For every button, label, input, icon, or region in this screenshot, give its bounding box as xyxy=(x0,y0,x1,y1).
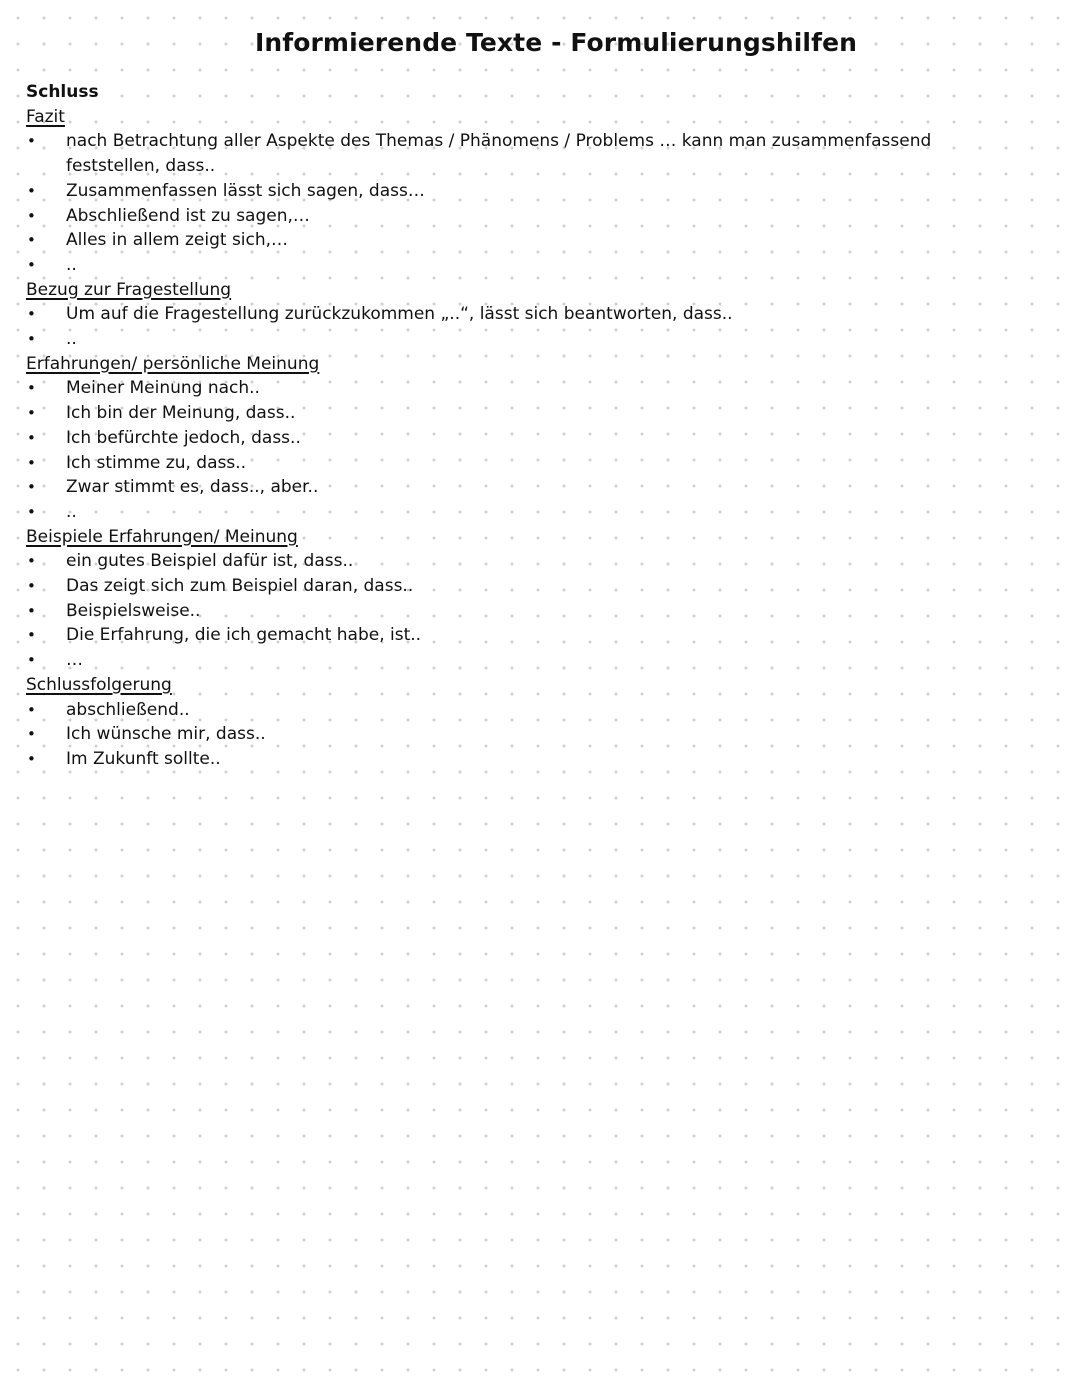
list-item xyxy=(26,623,1026,648)
list-item-text: Um auf die Fragestellung zurückzukommen „..“, lässt sich beantworten, dass.. xyxy=(66,304,733,325)
bullet-icon: • xyxy=(27,700,36,719)
list-item xyxy=(26,574,1026,599)
list-item-text: .. xyxy=(66,329,77,350)
bullet-icon: • xyxy=(27,725,36,744)
list-item-text: Zwar stimmt es, dass.., aber.. xyxy=(66,477,319,498)
list-item xyxy=(26,302,1026,327)
bullet-icon: • xyxy=(27,478,36,497)
bullet-icon: • xyxy=(27,749,36,768)
list-item xyxy=(26,648,1026,673)
bullet-icon: • xyxy=(27,552,36,571)
list-item-text: Ich stimme zu, dass.. xyxy=(66,452,247,473)
bullet-icon: • xyxy=(27,626,36,645)
bullet-icon: • xyxy=(27,206,36,225)
bullet-icon: • xyxy=(27,132,36,151)
bullet-icon: • xyxy=(27,453,36,472)
bullet-icon: • xyxy=(27,305,36,324)
list-item-text: Das zeigt sich zum Beispiel daran, dass.. xyxy=(66,576,414,597)
list-item xyxy=(26,253,1026,278)
list-item-text: .. xyxy=(66,254,77,275)
list-item-text: nach Betrachtung aller Aspekte des Themas / Phänomens / Problems … kann man zusammenfassend feststellen, dass.. xyxy=(66,131,932,177)
list-item xyxy=(26,179,1026,204)
bullet-list xyxy=(26,549,1026,673)
list-item xyxy=(26,327,1026,352)
list-item xyxy=(26,549,1026,574)
list-item-text: Im Zukunft sollte.. xyxy=(66,748,221,769)
list-item xyxy=(26,426,1026,451)
list-item-text: ein gutes Beispiel dafür ist, dass.. xyxy=(66,551,354,572)
bullet-icon: • xyxy=(27,330,36,349)
list-item xyxy=(26,500,1026,525)
bullet-list xyxy=(26,698,1026,772)
list-item-text: Ich wünsche mir, dass.. xyxy=(66,724,266,745)
group-erfahrungen-meinung xyxy=(26,352,1026,525)
list-item xyxy=(26,747,1026,772)
list-item xyxy=(26,698,1026,723)
bullet-icon: • xyxy=(27,502,36,521)
bullet-icon: • xyxy=(27,255,36,274)
list-item xyxy=(26,599,1026,624)
group-heading: Erfahrungen/ persönliche Meinung xyxy=(26,353,320,374)
list-item xyxy=(26,228,1026,253)
bullet-list xyxy=(26,376,1026,524)
list-item-text: Beispielsweise.. xyxy=(66,600,201,621)
list-item xyxy=(26,451,1026,476)
bullet-icon: • xyxy=(27,181,36,200)
bullet-icon: • xyxy=(27,428,36,447)
document-content xyxy=(26,80,1026,772)
list-item-text: Zusammenfassen lässt sich sagen, dass… xyxy=(66,180,425,201)
group-fazit xyxy=(26,105,1026,278)
bullet-icon: • xyxy=(27,379,36,398)
group-heading: Fazit xyxy=(26,106,65,127)
list-item-text: Abschließend ist zu sagen,… xyxy=(66,205,310,226)
group-bezug-zur-fragestellung xyxy=(26,278,1026,352)
page-title: Informierende Texte - Formulierungshilfen xyxy=(254,28,858,57)
group-schlussfolgerung xyxy=(26,673,1026,772)
group-heading: Bezug zur Fragestellung xyxy=(26,279,232,300)
list-item xyxy=(26,129,1026,178)
list-item xyxy=(26,401,1026,426)
list-item-text: Ich bin der Meinung, dass.. xyxy=(66,403,296,424)
list-item-text: Meiner Meinung nach.. xyxy=(66,378,260,399)
bullet-icon: • xyxy=(27,404,36,423)
group-heading: Schlussfolgerung xyxy=(26,674,172,695)
list-item xyxy=(26,722,1026,747)
bullet-icon: • xyxy=(27,577,36,596)
group-heading: Beispiele Erfahrungen/ Meinung xyxy=(26,526,298,547)
bullet-list xyxy=(26,129,1026,277)
bullet-icon: • xyxy=(27,651,36,670)
list-item-text: Die Erfahrung, die ich gemacht habe, ist.. xyxy=(66,625,422,646)
list-item-text: … xyxy=(66,650,83,671)
section-heading: Schluss xyxy=(26,82,99,102)
bullet-list xyxy=(26,302,1026,351)
list-item-text: Ich befürchte jedoch, dass.. xyxy=(66,427,301,448)
group-beispiele xyxy=(26,525,1026,673)
bullet-icon: • xyxy=(27,601,36,620)
list-item-text: abschließend.. xyxy=(66,699,190,720)
list-item xyxy=(26,204,1026,229)
list-item-text: .. xyxy=(66,501,77,522)
list-item xyxy=(26,475,1026,500)
list-item-text: Alles in allem zeigt sich,… xyxy=(66,230,289,251)
list-item xyxy=(26,376,1026,401)
bullet-icon: • xyxy=(27,231,36,250)
